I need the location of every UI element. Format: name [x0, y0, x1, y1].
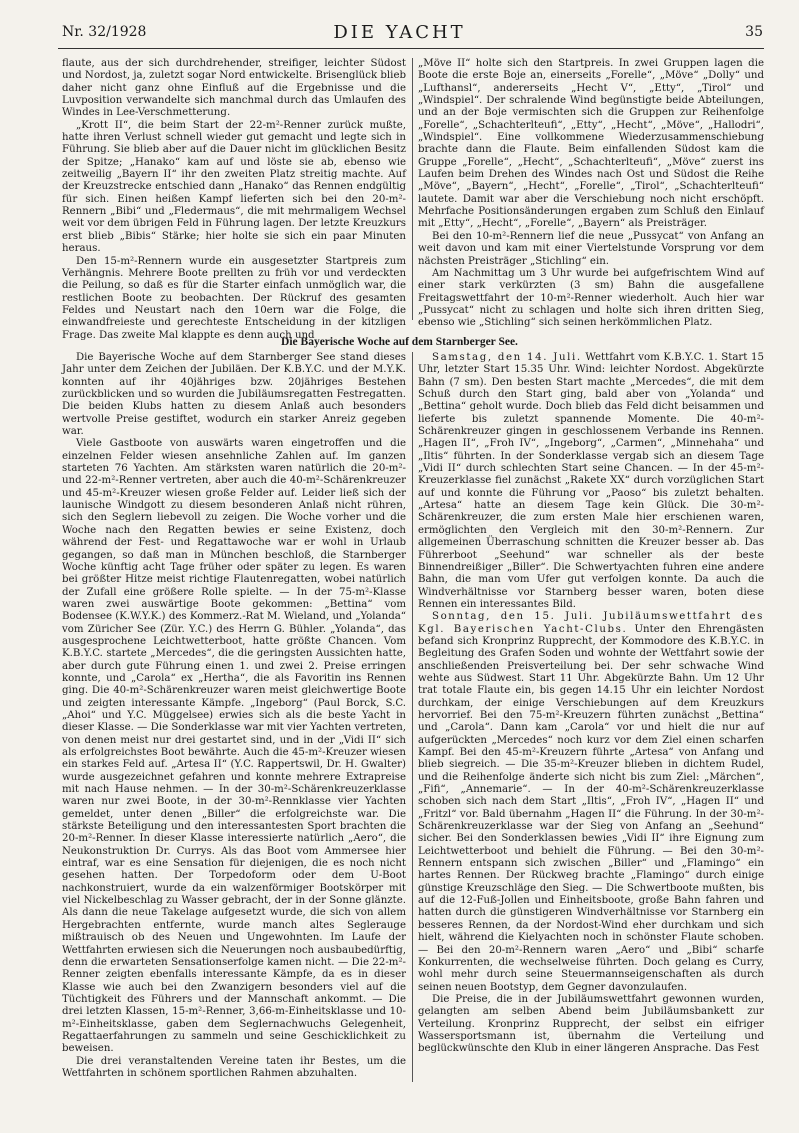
top-right-column	[418, 58, 764, 330]
paragraph: Den 15-m²-Rennern wurde ein ausgesetzter Startpreis zum Verhängnis. Mehrere Boote prellten zu früh vor und verdeckten die Peilung, so daß es für die Starter einfach unmöglich war, die restlichen Boote zu beobachten. Der Rückruf des gesamten Feldes und Neustart nach den 10ern war die Folge, die einwandfreieste und gerechteste Entscheidung in der kitzligen Frage. Das zweite Mal klappte es denn auch und	[62, 255, 406, 341]
bottom-left-column	[62, 352, 406, 1087]
column-divider	[412, 58, 413, 320]
paragraph	[418, 994, 764, 1056]
paragraph-text: Unter den Ehrengästen befand sich Kronprinz Rupprecht, der Kommodore des K.B.Y.C. in Begleitung des Grafen Soden und wohnte der Wettfahrt sowie der anschließenden Preisverteilung bei. Der sehr schwache Wind wehte aus Südwest. Start 11 Uhr. Abgekürzte Bahn. Um 12 Uhr trat totale Flaute ein, bis gegen 14.15 Uhr ein leichter Nordost durchkam, der einige Verschiebungen auf dem Kreuzkurs hervorrief. Bei den 75-m²-Kreuzern führten zunächst „Bettina“ und „Carola“. Dann kam „Carola“ vor und hielt die nur auf aufgerückten „Mercedes“ noch kurz vor dem Ziel einen scharfen Kampf. Bei den 45-m²-Kreuzern führte „Artesa“ von Anfang und blieb siegreich. — Die 35-m²-Kreuzer blieben in dichtem Rudel, und die Reihenfolge änderte sich nicht bis zum Ziel: „Märchen“, „Fifi“, „Annemarie“. — In der 40-m²-Schärenkreuzerklasse schoben sich nach dem Start „Iltis“, „Froh IV“, „Hagen II“ und „Fritzl“ vor. Bald übernahm „Hagen II“ die Führung. In der 30-m²-Schärenkreuzerklasse war der Sieg von Anfang an „Seehund“ sicher. Bei den Sonderklassen bewies „Vidi II“ ihre Eignung zum Leichtwetterboot und behielt die Führung. — Bei den 30-m²-Rennern entspann sich zwischen „Biller“ und „Flamingo“ ein hartes Rennen. Der Rückweg brachte „Flamingo“ durch einige günstige Kreuzschläge den Sieg. — Die Schwertboote mußten, bis auf die 12-Fuß-Jollen und Einheitsboote, große Bahn fahren und hatten durch die günstigeren Windverhältnisse vor Starnberg ein besseres Rennen, da der Nordost-Wind eher durchkam und sich hielt, während die Kielyachten noch in schönster Flaute schoben. — Bei den 20-m²-Rennern waren „Aero“ und „Bibi“ scharfe Konkurrenten, die wechselweise führten. Doch gelang es Curry, wohl mehr durch seine Steuermannseigenschaften als durch seinen neuen Bootstyp, dem Gegner davonzulaufen.	[418, 623, 764, 993]
paragraph-text: Wettfahrt vom K.B.Y.C. 1. Start 15 Uhr, letzter Start 15.35 Uhr. Wind: leichter Nordost. Abgekürzte Bahn (7 sm). Den besten Start machte „Mercedes“, die mit dem Schuß durch den Start ging, bald aber von „Yolanda“ und „Bettina“ geholt wurde. Doch blieb das Feld dicht beisammen und lieferte bis zuletzt spannende Momente. Die 40-m²-Schärenkreuzer gingen in geschlossenem Verbande ins Rennen. „Hagen II“, „Froh IV“, „Ingeborg“, „Carmen“, „Minnehaha“ und „Iltis“ führten. In der Sonderklasse vergab sich an diesem Tage „Vidi II“ durch schlechten Start seine Chancen. — In der 45-m²-Kreuzerklasse fiel zunächst „Rakete XX“ durch vorzüglichen Start auf und konnte die Führung vor „Paoso“ bis zuletzt behalten. „Artesa“ hatte an diesem Tage kein Glück. Die 30-m²-Schärenkreuzer, die zum ersten Male hier erschienen waren, ermöglichten den Vergleich mit den 30-m²-Rennern. Zur allgemeinen Überraschung schnitten die Kreuzer besser ab. Das Führerboot „Seehund“ war schneller als der beste Binnendreißiger „Biller“. Die Schwertyachten fuhren eine andere Bahn, die man vom Ufer gut verfolgen konnte. Da auch die Windverhältnisse vor Starnberg besser waren, boten diese Rennen ein interessantes Bild.	[418, 352, 764, 610]
paragraph: „Krott II“, die beim Start der 22-m²-Renner zurück mußte, hatte ihren Verlust schnell wieder gut gemacht und legte sich in Führung. Sie blieb aber auf die Dauer nicht im glücklichen Besitz der Spitze; „Hanako“ kam auf und löste sie ab, ebenso wie zeitweilig „Bayern II“ ihr den zweiten Platz streitig machte. Auf der Kreuzstrecke entschied dann „Hanako“ das Rennen endgültig für sich. Einen heißen Kampf lieferten sich bei den 20-m²-Rennern „Bibi“ und „Fledermaus“, die mit mehrmaligem Wechsel weit vor dem übrigen Feld in Führung lagen. Der letzte Kreuzkurs erst blieb „Bibis“ Stärke; hier holte sie sich ein paar Minuten heraus.	[62, 119, 406, 255]
paragraph: Die Bayerische Woche auf dem Starnberger See stand dieses Jahr unter dem Zeichen der Jubiläen. Der K.B.Y.C. und der M.Y.K. konnten auf ihr 40jähriges bzw. 20jähriges Bestehen zurückblicken und so wurden die Jubiläumsregatten Festregatten. Die beiden Klubs hatten zu diesem Anlaß auch besonders wertvolle Preise gestiftet, wodurch ein starker Anreiz gegeben war.	[62, 352, 406, 438]
column-divider	[412, 352, 413, 1082]
issue-number: Nr. 32/1928	[62, 24, 147, 40]
section-title: Die Bayerische Woche auf dem Starnberger See.	[281, 336, 518, 348]
date-heading: Sonntag, den 15. Juli. Jubiläumswettfahrt des Kgl. Bayerischen Yacht-Clubs.	[418, 611, 764, 635]
bottom-right-column	[418, 352, 764, 1087]
paragraph	[418, 352, 764, 611]
paragraph: Die drei veranstaltenden Vereine taten ihr Bestes, um die Wettfahrten in schönem sportlichen Rahmen abzuhalten.	[62, 1055, 406, 1079]
paragraph-text: Die Preise, die in der Jubiläumswettfahrt gewonnen wurden, gelangten am selben Abend beim Jubiläumsbankett zur Verteilung. Kronprinz Rupprecht, der selbst ein eifriger Wassersportsmann ist, übernahm die Verteilung und beglückwünschte den Klub in einer längeren Ansprache. Das Fest	[418, 993, 764, 1055]
paragraph	[418, 611, 764, 994]
paragraph: „Möve II“ holte sich den Startpreis. In zwei Gruppen lagen die Boote die erste Boje an, einerseits „Forelle“, „Möve“ „Dolly“ und „Lufthansl“, andererseits „Hecht V“, „Etty“, „Tirol“ und „Windspiel“. Der schralende Wind begünstigte beide Abteilungen, und an der Boje vermischten sich die Gruppen zur Reihenfolge „Forelle“, „Schachterlteufi“, „Etty“, „Hecht“, „Möve“, „Hallodri“, „Windspiel“. Eine vollkommene Wiederzusammenschiebung brachte dann die Flaute. Beim einfallenden Südost kam die Gruppe „Forelle“, „Hecht“, „Schachterlteufi“, „Möve“ zuerst ins Laufen beim Drehen des Windes nach Ost und Südost die Reihe „Möve“, „Bayern“, „Hecht“, „Forelle“, „Tirol“, „Schachterlteufi“ lautete. Damit war aber die Verschiebung noch nicht erschöpft. Mehrfache Positionsänderungen ergaben zum Schluß den Einlauf mit „Etty“, „Hecht“, „Forelle“, „Bayern“ als Preisträger.	[418, 58, 764, 230]
header-rule	[58, 48, 764, 49]
top-left-column	[62, 58, 406, 341]
paragraph: Viele Gastboote von auswärts waren eingetroffen und die einzelnen Felder wiesen ansehnliche Zahlen auf. Im ganzen starteten 76 Yachten. Am stärksten waren natürlich die 20-m²- und 22-m²-Renner vertreten, aber auch die 40-m²-Schärenkreuzer und 45-m²-Kreuzer wiesen große Felder auf. Leider ließ sich der launische Windgott zu diesem besonderen Anlaß nicht rühren, sich den Seglern liebevoll zu zeigen. Die Woche vorher und die Woche nach den Regatten bewies er seine Existenz, doch während der Fest- und Regattawoche war er wohl in Urlaub gegangen, so daß man in München beschloß, die Starnberger Woche künftig acht Tage früher oder später zu legen. Es waren bei größter Hitze meist richtige Flautenregatten, wobei natürlich der Zufall eine größere Rolle spielte. — In der 75-m²-Klasse waren zwei auswärtige Boote gekommen: „Bettina“ vom Bodensee (K.W.Y.K.) des Kommerz.-Rat M. Wieland, und „Yolanda“ vom Züricher See (Zür. Y.C.) des Herrn G. Bühler. „Yolanda“, das ausgesprochene Leichtwetterboot, hatte größte Chancen. Vom K.B.Y.C. startete „Mercedes“, die die geringsten Aussichten hatte, aber durch gute Führung einen 1. und zwei 2. Preise erringen konnte, und „Carola“ ex „Hertha“, die als Favoritin ins Rennen ging. Die 40-m²-Schärenkreuzer waren meist gleichwertige Boote und zeigten interessante Kämpfe. „Ingeborg“ (Paul Borck, S.C. „Ahoi“ und Y.C. Müggelsee) erwies sich als die beste Yacht in dieser Klasse. — Die Sonderklasse war mit vier Yachten vertreten, von denen meist nur drei gestartet sind, und in der „Vidi II“ sich als erfolgreichstes Boot bewährte. Auch die 45-m²-Kreuzer wiesen ein starkes Feld auf. „Artesa II“ (Y.C. Rappertswil, Dr. H. Gwalter) wurde ausgezeichnet gefahren und konnte mehrere Extrapreise mit nach Hause nehmen. — In der 30-m²-Schärenkreuzerklasse waren nur zwei Boote, in der 30-m²-Rennklasse vier Yachten gemeldet, unter denen „Biller“ die erfolgreichste war. Die stärkste Beteiligung und den interessantesten Sport brachten die 20-m²-Renner. In dieser Klasse interessierte natürlich „Aero“, die Neukonstruktion Dr. Currys. Als das Boot vom Ammersee hier eintraf, war es eine Sensation für diejenigen, die es noch nicht gesehen hatten. Der Torpedoform oder dem U-Boot nachkonstruiert, wurde da ein walzenförmiger Bootskörper mit viel Nickelbeschlag zu Wasser gebracht, der in der Sonne glänzte. Als dann die neue Takelage aufgesetzt wurde, die sich von allem Hergebrachten entfernte, wurde manch altes Seglerauge mißtrauisch ob des Neuen und Ungewohnten. Im Laufe der Wettfahrten erwiesen sich die Neuerungen noch ausbaubedürftig, denn die erwarteten Sensationserfolge kamen nicht. — Die 22-m²-Renner zeigten ebenfalls interessante Kämpfe, da es in dieser Klasse wie auch bei den Zwanzigern besonders viel auf die Tüchtigkeit des Führers und der Mannschaft ankommt. — Die drei letzten Klassen, 15-m²-Renner, 3,66-m-Einheitsklasse und 10-m²-Einheitsklasse, gaben dem Seglernachwuchs Gelegenheit, Regattaerfahrungen zu sammeln und seine Geschicklichkeit zu beweisen.	[62, 438, 406, 1055]
paragraph: Am Nachmittag um 3 Uhr wurde bei aufgefrischtem Wind auf einer stark verkürzten (3 sm) Bahn die ausgefallene Freitagswettfahrt der 10-m²-Renner wiederholt. Auch hier war „Pussycat“ nicht zu schlagen und holte sich ihren dritten Sieg, ebenso wie „Stichling“ sich seinen herkömmlichen Platz.	[418, 267, 764, 329]
page-number: 35	[745, 24, 763, 40]
date-heading: Samstag, den 14. Juli.	[432, 352, 582, 363]
magazine-title: DIE YACHT	[333, 22, 466, 43]
paragraph: Bei den 10-m²-Rennern lief die neue „Pussycat“ von Anfang an weit davon und kam mit einer Viertelstunde Vorsprung vor dem nächsten Preisträger „Stichling“ ein.	[418, 230, 764, 267]
paragraph: flaute, aus der sich durchdrehender, streifiger, leichter Südost und Nordost, ja, zuletzt sogar Nord entwickelte. Brisenglück blieb daher nicht ganz ohne Einfluß auf die Ergebnisse und die Luvposition verwandelte sich manchmal durch das Umlaufen des Windes in Lee-Verschmetterung.	[62, 58, 406, 119]
